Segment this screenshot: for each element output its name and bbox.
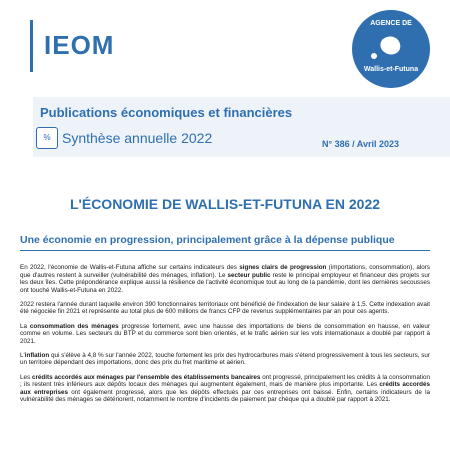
p3-text-a: La bbox=[20, 322, 30, 330]
p5-text-c: ont progressé, principalement les crédits à la consommation ; ils restent très inférieurs aux dépôts locaux des ménages qui augmentent également, mais de manière plus importante. Les bbox=[20, 373, 431, 389]
agence-label-bottom: Wallis-et-Futuna bbox=[363, 66, 419, 73]
p1-bold-b: signes clairs de progression bbox=[239, 264, 327, 271]
p5-bold-d: crédits accordés aux entreprises bbox=[20, 381, 430, 396]
agence-label-top: AGENCE DE bbox=[370, 20, 412, 27]
p5-text-e: ont également progressé, alors que les dépôts effectués par ces entreprises ont baissé. Enfin, certains indicateurs de la vulnérabilité des ménages se détériorent, notamment le nombre d'incidents de paiement par chèque qui a doublé par rapport à 2021. bbox=[20, 388, 430, 404]
agence-badge bbox=[352, 10, 430, 88]
paragraph-4 bbox=[20, 352, 430, 367]
p1-bold-d: secteur public bbox=[227, 271, 271, 279]
ieom-logo bbox=[30, 12, 150, 82]
p5-text-a: Les bbox=[20, 373, 32, 381]
islands-map-icon bbox=[352, 10, 430, 88]
document-title: L'ÉCONOMIE DE WALLIS-ET-FUTUNA EN 2022 bbox=[69, 196, 381, 212]
p4-text-a: L' bbox=[20, 351, 25, 359]
publication-number: N° 386 / Avril 2023 bbox=[322, 139, 399, 149]
p4-bold-b: inflation bbox=[24, 351, 50, 359]
subtitle-divider bbox=[20, 250, 430, 251]
p1-text-a: En 2022, l'économie de Wallis-et-Futuna affiche sur certains indicateurs des bbox=[20, 264, 240, 271]
paragraph-1 bbox=[20, 264, 430, 294]
logo-bar bbox=[30, 20, 33, 72]
document-body bbox=[20, 264, 430, 410]
p4-text-c: qui s'élève à 4,8 % sur l'année 2022, touche fortement les prix des hydrocarbures mais s'étend progressivement à tous les secteurs, sur un territoire dépendant des importations, donc des prix du fret maritime et aérien. bbox=[20, 351, 430, 367]
paragraph-3 bbox=[20, 323, 430, 346]
publication-band bbox=[0, 97, 450, 162]
paragraph-5 bbox=[20, 374, 430, 404]
publication-series: Publications économiques et financières bbox=[40, 105, 293, 120]
p5-bold-b: crédits accordés aux ménages par l'ensemble des établissements bancaires bbox=[31, 373, 261, 381]
p3-bold-b: consommation des ménages bbox=[29, 322, 119, 330]
document-subtitle: Une économie en progression, principalement grâce à la dépense publique bbox=[20, 234, 395, 246]
percent-chart-icon: % bbox=[36, 127, 58, 149]
p1-text-c: (importations, consommation), alors que d'autres restent à surveiller (vulnérabilité des ménages, inflation). Le bbox=[20, 264, 430, 279]
paragraph-2: 2022 restera l'année durant laquelle environ 390 fonctionnaires territoriaux ont bénéficié de l'indexation de leur salaire à 1,5. Cette indexation avait été négociée fin 2021 et représente au total plus de 600 millions de francs CFP de revenus supplémentaires par an pour ces agents. bbox=[20, 300, 430, 316]
publication-type: Synthèse annuelle 2022 bbox=[62, 130, 213, 146]
logo-text: IEOM bbox=[44, 30, 115, 60]
logo-subtitle bbox=[36, 26, 44, 66]
header bbox=[0, 0, 450, 95]
p3-text-c: progresse fortement, avec une hausse des importations de biens de consommation en hausse, en valeur comme en volume. Les secteurs du BTP et du commerce sont bien orientés, et le trafic aérien sur les vols internationaux a doublé par rapport à 2021. bbox=[20, 322, 430, 345]
p1-text-e: reste le principal employeur et financeur des projets sur les deux îles. Cette prépondérance explique aussi la résilience de l'activité économique tout au long de la pandémie, dont les dernières secousses ont touché Wallis-et-Futuna en 2022. bbox=[20, 271, 430, 294]
